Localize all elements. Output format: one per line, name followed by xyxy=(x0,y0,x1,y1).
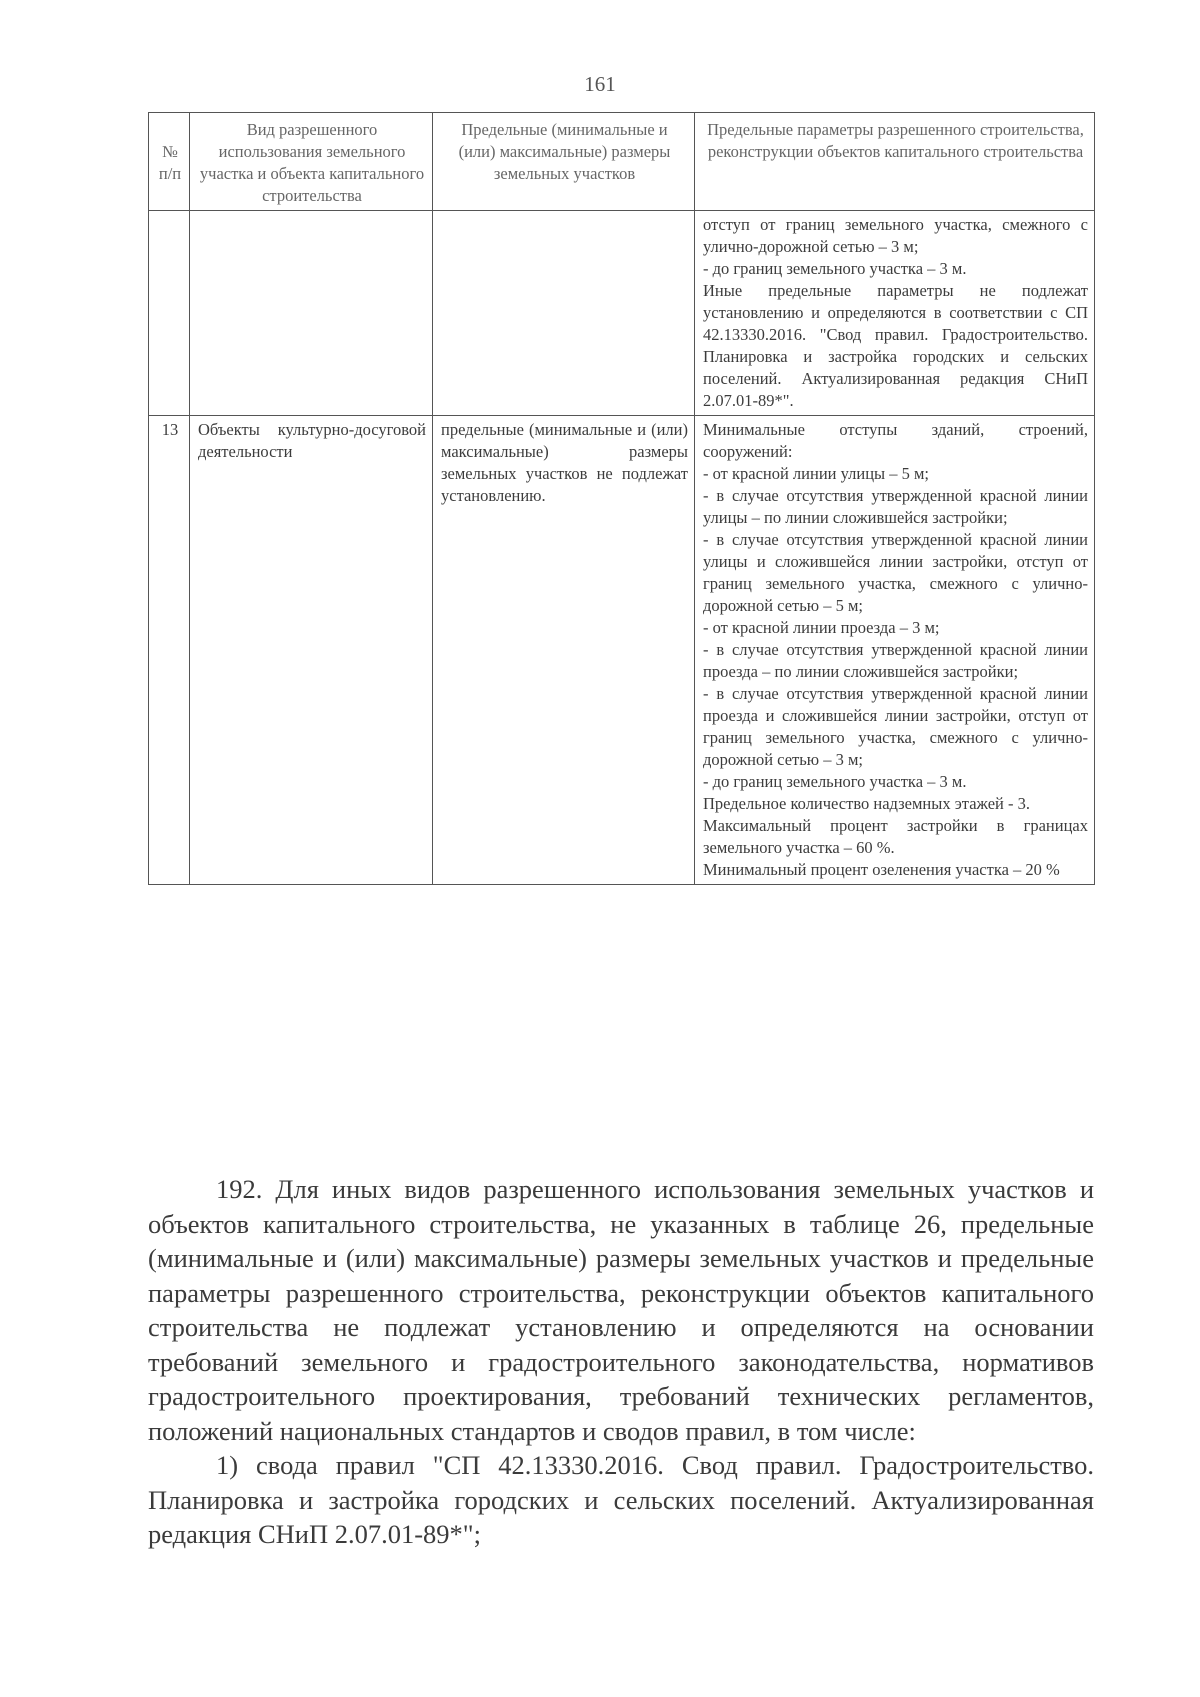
list-item-1: 1) свода правил "СП 42.13330.2016. Свод правил. Градостроительство. Планировка и застройка городских и сельских поселений. Актуализированная редакция СНиП 2.07.01-89*"; xyxy=(148,1450,1094,1549)
param-line: - от красной линии проезда – 3 м; xyxy=(703,618,940,637)
param-line: Предельное количество надземных этажей - 3. xyxy=(703,794,1030,813)
table-row xyxy=(149,416,1095,885)
table-row xyxy=(149,211,1095,416)
param-line: - в случае отсутствия утвержденной красной линии улицы и сложившейся линии застройки, отступ от границ земельного участка, смежного с улично-дорожной сетью – 5 м; xyxy=(703,530,1088,615)
param-line: - в случае отсутствия утвержденной красной линии улицы – по линии сложившейся застройки; xyxy=(703,486,1088,527)
cell-construction-params xyxy=(695,211,1095,416)
param-line: Минимальные отступы зданий, строений, сооружений: xyxy=(703,420,1088,461)
cell-use-type: Объекты культурно-досуговой деятельности xyxy=(190,416,433,885)
paragraph-192: 192. Для иных видов разрешенного использования земельных участков и объектов капитального строительства, не указанных в таблице 26, предельные (минимальные и (или) максимальные) размеры земельных участков и предельные параметры разрешенного строительства, реконструкции объектов капитального строительства не подлежат установлению и определяются на основании требований земельного и градостроительного законодательства, нормативов градостроительного проектирования, требований технических регламентов, положений национальных стандартов и сводов правил, в том числе: xyxy=(148,1174,1094,1446)
param-line: Минимальный процент озеленения участка – 20 % xyxy=(703,860,1060,879)
body-text xyxy=(148,1172,1094,1552)
cell-use-type xyxy=(190,211,433,416)
param-line: - в случае отсутствия утвержденной красной линии проезда и сложившейся линии застройки, отступ от границ земельного участка, смежного с улично-дорожной сетью – 3 м; xyxy=(703,684,1088,769)
column-header-number: № п/п xyxy=(149,113,190,211)
table-header-row xyxy=(149,113,1095,211)
cell-number xyxy=(149,211,190,416)
column-header-use-type: Вид разрешенного использования земельного участка и объекта капитального строительства xyxy=(190,113,433,211)
param-line: Максимальный процент застройки в границах земельного участка – 60 %. xyxy=(703,816,1088,857)
page-number: 161 xyxy=(584,72,616,96)
cell-plot-sizes: предельные (минимальные и (или) максимальные) размеры земельных участков не подлежат установлению. xyxy=(433,416,695,885)
table-header xyxy=(149,113,1095,211)
column-header-construction-params: Предельные параметры разрешенного строительства, реконструкции объектов капитального строительства xyxy=(695,113,1095,211)
param-line: Иные предельные параметры не подлежат установлению и определяются в соответствии с СП 42.13330.2016. "Свод правил. Градостроительство. Планировка и застройка городских и сельских поселений. Актуализированная редакция СНиП 2.07.01-89*". xyxy=(703,281,1088,410)
param-line: отступ от границ земельного участка, смежного с улично-дорожной сетью – 3 м; xyxy=(703,215,1088,256)
regulations-table xyxy=(148,112,1095,885)
param-line: - до границ земельного участка – 3 м. xyxy=(703,259,967,278)
param-line: - от красной линии улицы – 5 м; xyxy=(703,464,930,483)
column-header-plot-sizes: Предельные (минимальные и (или) максимальные) размеры земельных участков xyxy=(433,113,695,211)
cell-number: 13 xyxy=(149,416,190,885)
cell-construction-params xyxy=(695,416,1095,885)
param-line: - до границ земельного участка – 3 м. xyxy=(703,772,967,791)
cell-plot-sizes xyxy=(433,211,695,416)
param-line: - в случае отсутствия утвержденной красной линии проезда – по линии сложившейся застройки; xyxy=(703,640,1088,681)
